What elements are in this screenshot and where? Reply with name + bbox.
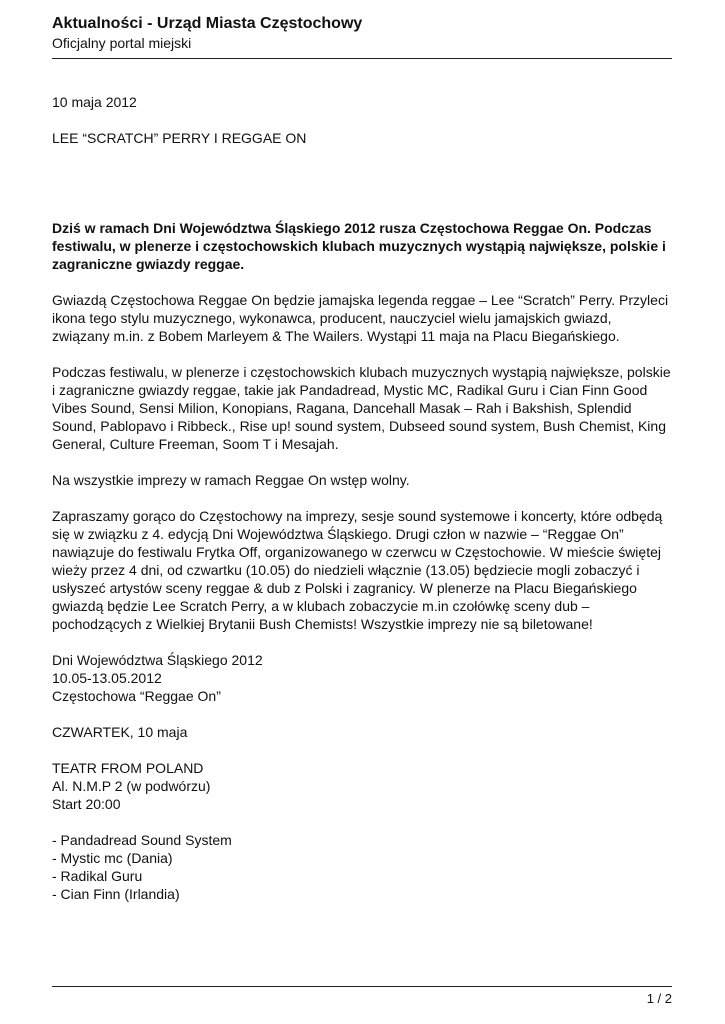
header-divider <box>52 58 672 59</box>
day-heading: CZWARTEK, 10 maja <box>52 724 188 740</box>
page-header <box>52 14 672 53</box>
article-paragraph: Na wszystkie imprezy w ramach Reggae On wstęp wolny. <box>52 472 410 488</box>
venue-info: TEATR FROM POLAND Al. N.M.P 2 (w podwórzu) Start 20:00 <box>52 760 211 812</box>
page-number: 1 / 2 <box>646 991 672 1006</box>
article-paragraph: Gwiazdą Częstochowa Reggae On będzie jamajska legenda reggae – Lee “Scratch” Perry. Przyleci ikona tego stylu muzycznego, wykonawca, producent, nauczyciel wielu jamajskich gwiazd, związany m.in. z Bobem Marleyem & The Wailers. Wystąpi 11 maja na Placu Biegańskiego. <box>52 292 669 344</box>
event-info: Dni Województwa Śląskiego 2012 10.05-13.05.2012 Częstochowa “Reggae On” <box>52 652 263 704</box>
lineup-list: - Pandadread Sound System - Mystic mc (Dania) - Radikal Guru - Cian Finn (Irlandia) <box>52 832 232 902</box>
article-headline: LEE “SCRATCH” PERRY I REGGAE ON <box>52 130 307 146</box>
site-title: Aktualności - Urząd Miasta Częstochowy <box>52 15 363 32</box>
site-subtitle: Oficjalny portal miejski <box>52 35 192 51</box>
article-lead: Dziś w ramach Dni Województwa Śląskiego 2012 rusza Częstochowa Reggae On. Podczas festiwalu, w plenerze i częstochowskich klubach muzycznych wystąpią największe, polskie i zagraniczne gwiazdy reggae. <box>52 220 666 272</box>
article-paragraph: Zapraszamy gorąco do Częstochowy na imprezy, sesje sound systemowe i koncerty, które odbędą się w związku z 4. edycją Dni Województwa Śląskiego. Drugi człon w nazwie – “Reggae On” nawiązuje do festiwalu Frytka Off, organizowanego w czerwcu w Częstochowie. W mieście świętej wieży przez 4 dni, od czwartku (10.05) do niedzieli włącznie (13.05) będziecie mogli zobaczyć i usłyszeć artystów sceny reggae & dub z Polski i zagranicy. W plenerze na Placu Biegańskiego gwiazdą będzie Lee Scratch Perry, a w klubach zobaczycie m.in czołówkę sceny dub – pochodzących z Wielkiej Brytanii Bush Chemists! Wszystkie imprezy nie są biletowane! <box>52 508 663 632</box>
footer-divider <box>52 986 672 987</box>
article-body <box>52 93 672 921</box>
article-date: 10 maja 2012 <box>52 94 137 110</box>
article-paragraph: Podczas festiwalu, w plenerze i częstochowskich klubach muzycznych wystąpią największe, polskie i zagraniczne gwiazdy reggae, takie jak Pandadread, Mystic MC, Radikal Guru i Cian Finn Good Vibes Sound, Sensi Milion, Konopians, Ragana, Dancehall Masak – Rah i Bakshish, Splendid Sound, Pablopavo i Ribbeck., Rise up! sound system, Dubseed sound system, Bush Chemist, King General, Culture Freeman, Soom T i Mesajah. <box>52 364 671 452</box>
